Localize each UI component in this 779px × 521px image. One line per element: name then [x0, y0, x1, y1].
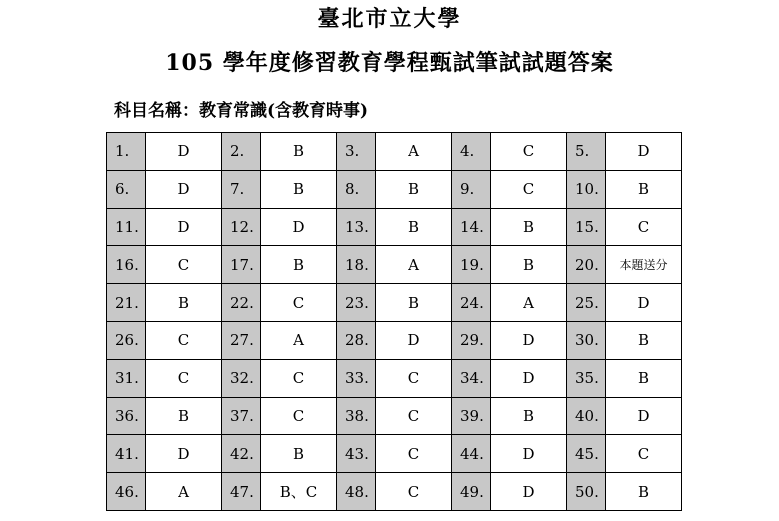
answer-cell: A: [376, 246, 452, 284]
question-number: 30.: [567, 321, 606, 359]
table-row: [107, 133, 682, 171]
answer-cell: B: [606, 321, 682, 359]
answer-table-body: [107, 133, 682, 511]
question-number: 14.: [452, 208, 491, 246]
subject-name: 科目名稱：教育常識(含教育時事): [114, 101, 369, 121]
question-number: 10.: [567, 170, 606, 208]
answer-cell: D: [606, 397, 682, 435]
answer-cell: B、C: [261, 473, 337, 511]
answer-cell: B: [376, 208, 452, 246]
question-number: 46.: [107, 473, 146, 511]
question-number: 42.: [222, 435, 261, 473]
question-number: 38.: [337, 397, 376, 435]
question-number: 27.: [222, 321, 261, 359]
table-row: [107, 435, 682, 473]
answer-cell: D: [376, 321, 452, 359]
question-number: 2.: [222, 133, 261, 171]
question-number: 32.: [222, 359, 261, 397]
answer-cell: A: [146, 473, 222, 511]
answer-cell: B: [261, 435, 337, 473]
question-number: 37.: [222, 397, 261, 435]
question-number: 24.: [452, 284, 491, 322]
table-row: [107, 170, 682, 208]
question-number: 20.: [567, 246, 606, 284]
question-number: 3.: [337, 133, 376, 171]
question-number: 12.: [222, 208, 261, 246]
question-number: 33.: [337, 359, 376, 397]
answer-cell: B: [491, 208, 567, 246]
question-number: 47.: [222, 473, 261, 511]
answer-cell: D: [146, 208, 222, 246]
question-number: 44.: [452, 435, 491, 473]
answer-cell: D: [261, 208, 337, 246]
question-number: 45.: [567, 435, 606, 473]
answer-cell: C: [146, 246, 222, 284]
question-number: 22.: [222, 284, 261, 322]
table-row: [107, 246, 682, 284]
question-number: 41.: [107, 435, 146, 473]
answer-cell: D: [606, 284, 682, 322]
table-row: [107, 208, 682, 246]
question-number: 29.: [452, 321, 491, 359]
answer-cell: B: [261, 133, 337, 171]
answer-cell: B: [606, 473, 682, 511]
answer-cell: B: [491, 246, 567, 284]
answer-cell: D: [606, 133, 682, 171]
answer-cell: D: [491, 359, 567, 397]
answer-cell: B: [261, 246, 337, 284]
question-number: 39.: [452, 397, 491, 435]
question-number: 40.: [567, 397, 606, 435]
answer-cell: C: [261, 397, 337, 435]
question-number: 31.: [107, 359, 146, 397]
question-number: 34.: [452, 359, 491, 397]
question-number: 11.: [107, 208, 146, 246]
answer-cell: C: [376, 473, 452, 511]
question-number: 35.: [567, 359, 606, 397]
answer-cell: A: [261, 321, 337, 359]
question-number: 28.: [337, 321, 376, 359]
answer-cell: C: [376, 397, 452, 435]
question-number: 48.: [337, 473, 376, 511]
answer-cell: C: [146, 359, 222, 397]
answer-cell: 本題送分: [606, 246, 682, 284]
answer-cell: B: [146, 397, 222, 435]
question-number: 26.: [107, 321, 146, 359]
question-number: 50.: [567, 473, 606, 511]
answer-cell: C: [491, 170, 567, 208]
answer-cell: D: [146, 435, 222, 473]
table-row: [107, 359, 682, 397]
question-number: 19.: [452, 246, 491, 284]
question-number: 17.: [222, 246, 261, 284]
answer-cell: D: [491, 435, 567, 473]
answer-cell: D: [146, 170, 222, 208]
answer-cell: B: [376, 170, 452, 208]
question-number: 5.: [567, 133, 606, 171]
answer-cell: C: [491, 133, 567, 171]
question-number: 25.: [567, 284, 606, 322]
question-number: 8.: [337, 170, 376, 208]
answer-cell: D: [146, 133, 222, 171]
answer-cell: B: [261, 170, 337, 208]
question-number: 7.: [222, 170, 261, 208]
answer-cell: C: [261, 359, 337, 397]
table-row: [107, 473, 682, 511]
table-row: [107, 397, 682, 435]
answer-cell: B: [376, 284, 452, 322]
question-number: 23.: [337, 284, 376, 322]
question-number: 49.: [452, 473, 491, 511]
question-number: 16.: [107, 246, 146, 284]
question-number: 4.: [452, 133, 491, 171]
answer-cell: B: [606, 170, 682, 208]
university-title: 臺北市立大學: [317, 6, 462, 32]
question-number: 9.: [452, 170, 491, 208]
answer-cell: D: [491, 321, 567, 359]
question-number: 43.: [337, 435, 376, 473]
question-number: 1.: [107, 133, 146, 171]
answer-cell: C: [606, 435, 682, 473]
question-number: 15.: [567, 208, 606, 246]
answer-cell: B: [146, 284, 222, 322]
answer-cell: B: [491, 397, 567, 435]
question-number: 21.: [107, 284, 146, 322]
question-number: 18.: [337, 246, 376, 284]
answer-cell: C: [376, 435, 452, 473]
answer-cell: A: [491, 284, 567, 322]
question-number: 13.: [337, 208, 376, 246]
answer-cell: C: [261, 284, 337, 322]
answer-cell: D: [491, 473, 567, 511]
answer-cell: C: [146, 321, 222, 359]
question-number: 6.: [107, 170, 146, 208]
answer-cell: C: [606, 208, 682, 246]
table-row: [107, 321, 682, 359]
table-row: [107, 284, 682, 322]
exam-title: 105 學年度修習教育學程甄試筆試試題答案: [165, 50, 614, 76]
answer-cell: C: [376, 359, 452, 397]
answer-table: [106, 132, 682, 511]
answer-cell: A: [376, 133, 452, 171]
question-number: 36.: [107, 397, 146, 435]
answer-cell: B: [606, 359, 682, 397]
